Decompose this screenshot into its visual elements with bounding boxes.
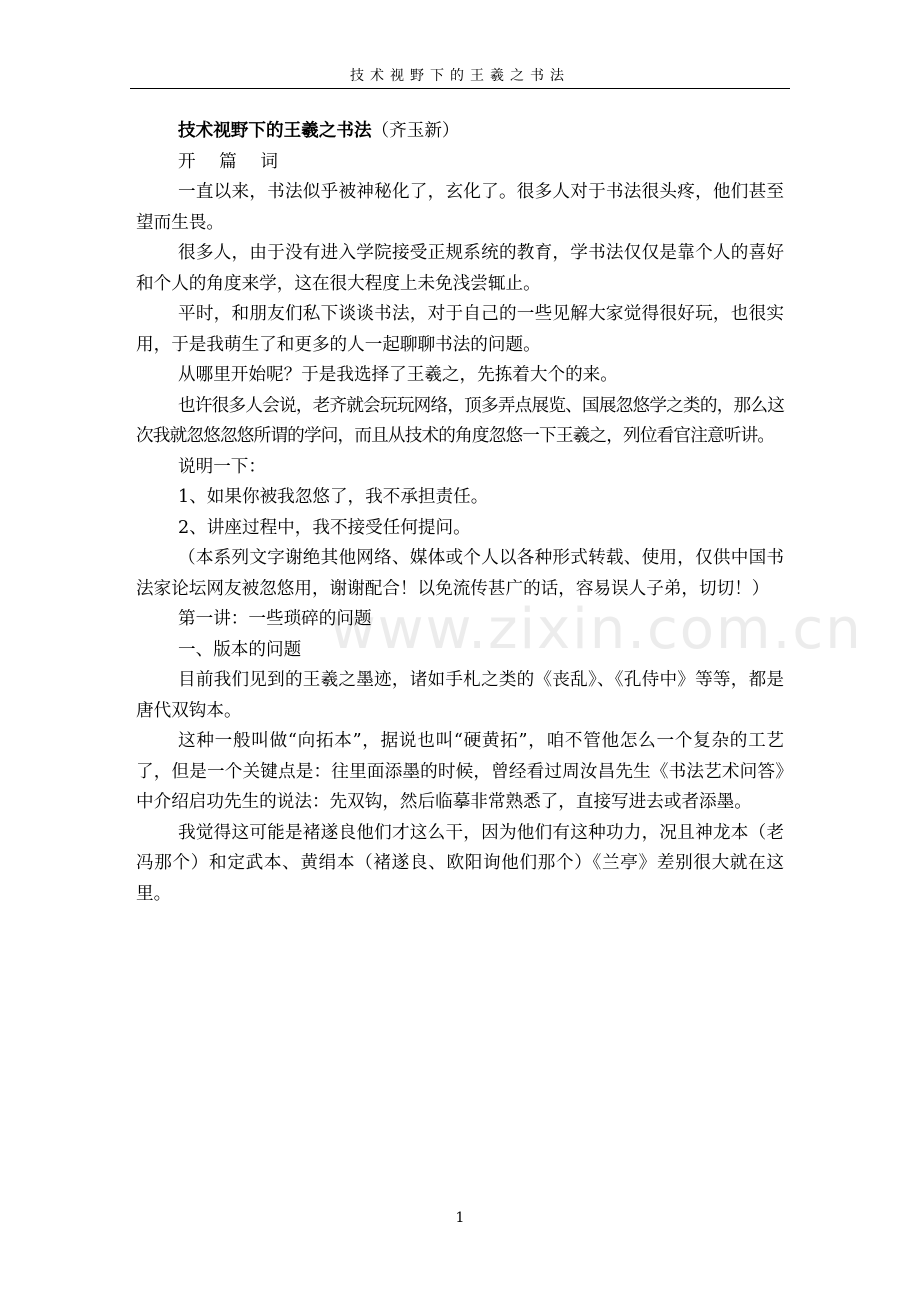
header-rule (130, 88, 790, 89)
article-title: 技术视野下的王羲之书法 (178, 120, 372, 141)
paragraph-13: 这种一般叫做“向拓本”，据说也叫“硬黄拓”，咱不管他怎么一个复杂的工艺了，但是一个关键点是：往里面添墨的时候，曾经看过周汝昌先生《书法艺术问答》中介绍启功先生的说法：先双钩，然后临摹非常熟悉了，直接写进去或者添墨。 (136, 731, 784, 812)
paragraph-6: 说明一下： (178, 456, 266, 477)
paragraph-8: 2、讲座过程中，我不接受任何提问。 (178, 517, 471, 538)
paragraph-10: 第一讲：一些琐碎的问题 (178, 609, 372, 629)
paragraph-12: 目前我们见到的王羲之墨迹，诸如手札之类的《丧乱》、《孔侍中》等等，都是唐代双钩本。 (136, 670, 784, 721)
paragraph-5: 也许很多人会说，老齐就会玩玩网络，顶多弄点展览、国展忽悠学之类的，那么这次我就忽悠忽悠所谓的学问，而且从技术的角度忽悠一下王羲之，列位看官注意听讲。 (136, 395, 784, 446)
paragraph-14: 我觉得这可能是褚遂良他们才这么干，因为他们有这种功力，况且神龙本（老冯那个）和定武本、黄绢本（褚遂良、欧阳询他们那个）《兰亭》差别很大就在这里。 (136, 822, 784, 904)
paragraph-11: 一、版本的问题 (178, 639, 302, 660)
paragraph-1: 一直以来，书法似乎被神秘化了，玄化了。很多人对于书法很头疼，他们甚至望而生畏。 (136, 182, 784, 233)
paragraph-9: （本系列文字谢绝其他网络、媒体或个人以各种形式转载、使用，仅供中国书法家论坛网友被忽悠用，谢谢配合！以免流传甚广的话，容易误人子弟，切切！） (136, 548, 784, 599)
watermark: www.zixin.com.cn (330, 597, 863, 662)
paragraph-4: 从哪里开始呢？于是我选择了王羲之，先拣着大个的来。 (178, 365, 618, 385)
document-body (136, 116, 784, 909)
page-number: 1 (455, 1210, 465, 1226)
paragraph-3: 平时，和朋友们私下谈谈书法，对于自己的一些见解大家觉得很好玩，也很实用，于是我萌生了和更多的人一起聊聊书法的问题。 (136, 304, 784, 355)
article-author: （齐玉新） (371, 121, 460, 141)
section-heading: 开 篇 词 (178, 151, 287, 172)
paragraph-7: 1、如果你被我忽悠了，我不承担责任。 (178, 487, 489, 507)
article-title-line (136, 116, 784, 147)
paragraph-2: 很多人，由于没有进入学院接受正规系统的教育，学书法仅仅是靠个人的喜好和个人的角度来学，这在很大程度上未免浅尝辄止。 (136, 243, 784, 294)
running-header: 技术视野下的王羲之书法 (350, 68, 570, 84)
